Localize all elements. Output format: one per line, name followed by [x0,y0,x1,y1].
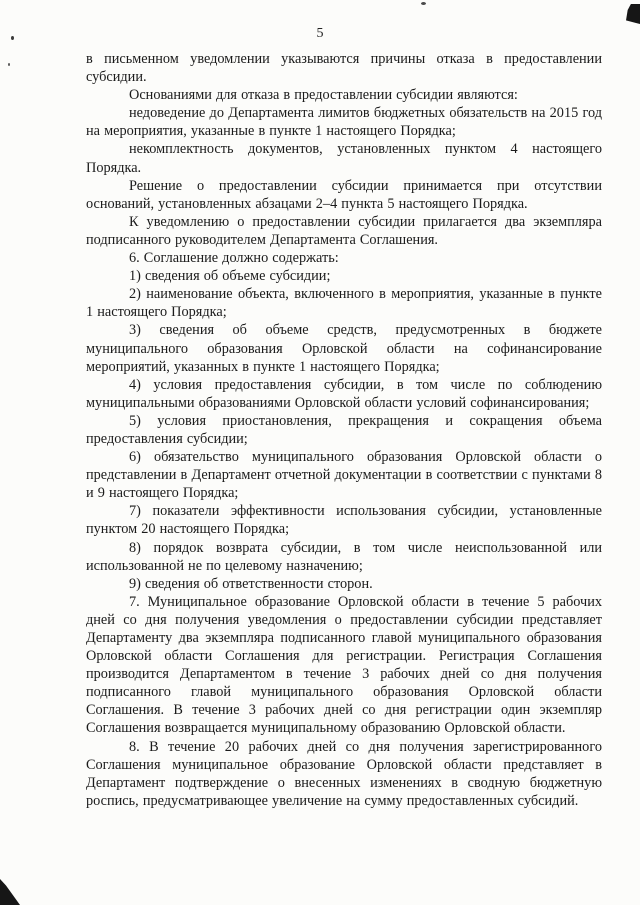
paragraph: Решение о предоставлении субсидии принимается при отсутствии оснований, установленных абзацами 2–4 пункта 5 настоящего Порядка. [86,177,602,212]
paragraph: 9) сведения об ответственности сторон. [129,575,373,592]
paragraph: 6) обязательство муниципального образования Орловской области о представлении в Департамент отчетной документации в соответствии с пунктами 8 и 9 настоящего Порядка; [86,449,602,502]
paragraph: К уведомлению о предоставлении субсидии прилагается два экземпляра подписанного руководителем Департамента Соглашения. [86,213,602,248]
paragraph: 1) сведения об объеме субсидии; [129,268,331,285]
scan-artifact-dot [8,63,10,66]
paragraph: 7) показатели эффективности использования субсидии, установленные пунктом 20 настоящего Порядка; [86,503,602,538]
paragraph: некомплектность документов, установленных пунктом 4 настоящего Порядка. [86,141,602,176]
paragraph: 2) наименование объекта, включенного в мероприятия, указанные в пункте 1 настоящего Порядка; [86,286,602,321]
paragraph: недоведение до Департамента лимитов бюджетных обязательств на 2015 год на мероприятия, указанные в пункте 1 настоящего Порядка; [86,105,602,140]
page-number: 5 [316,26,324,41]
paragraph: 4) условия предоставления субсидии, в том числе по соблюдению муниципальными образованиями Орловской области условий софинансирования; [86,376,602,411]
scan-artifact-speck [421,2,426,5]
paragraph: в письменном уведомлении указываются причины отказа в предоставлении субсидии. [86,51,602,86]
paragraph: Основаниями для отказа в предоставлении субсидии являются: [129,87,518,104]
paragraph: 8) порядок возврата субсидии, в том числе неиспользованной или использованной не по целевому назначению; [86,539,602,574]
scan-artifact-bottom-left [0,879,20,905]
paragraph: 5) условия приостановления, прекращения и сокращения объема предоставления субсидии; [86,412,602,447]
scan-artifact-top-right [626,4,640,24]
paragraph: 8. В течение 20 рабочих дней со дня получения зарегистрированного Соглашения муниципальное образование Орловской области представляет в Департамент подтверждение о внесенных изменениях в сводную бюджетную роспись, предусматривающее увеличение на сумму предоставленных субсидий. [86,738,602,809]
document-body [86,50,602,810]
paragraph: 7. Муниципальное образование Орловской области в течение 5 рабочих дней со дня получения уведомления о предоставлении субсидии представляет Департаменту два экземпляра подписанного главой муниципального образования Орловской области Соглашения для регистрации. Регистрация Соглашения производится Департаментом в течение 3 рабочих дней со дня получения подписанного главой муниципального образования Орловской области Соглашения. В течение 3 рабочих дней со дня регистрации один экземпляр Соглашения возвращается муниципальному образованию Орловской области. [86,593,602,737]
scan-artifact-dot [11,36,14,40]
paragraph: 6. Соглашение должно содержать: [129,250,339,267]
paragraph: 3) сведения об объеме средств, предусмотренных в бюджете муниципального образования Орловской области на софинансирование мероприятий, указанных в пункте 1 настоящего Порядка; [86,322,602,375]
